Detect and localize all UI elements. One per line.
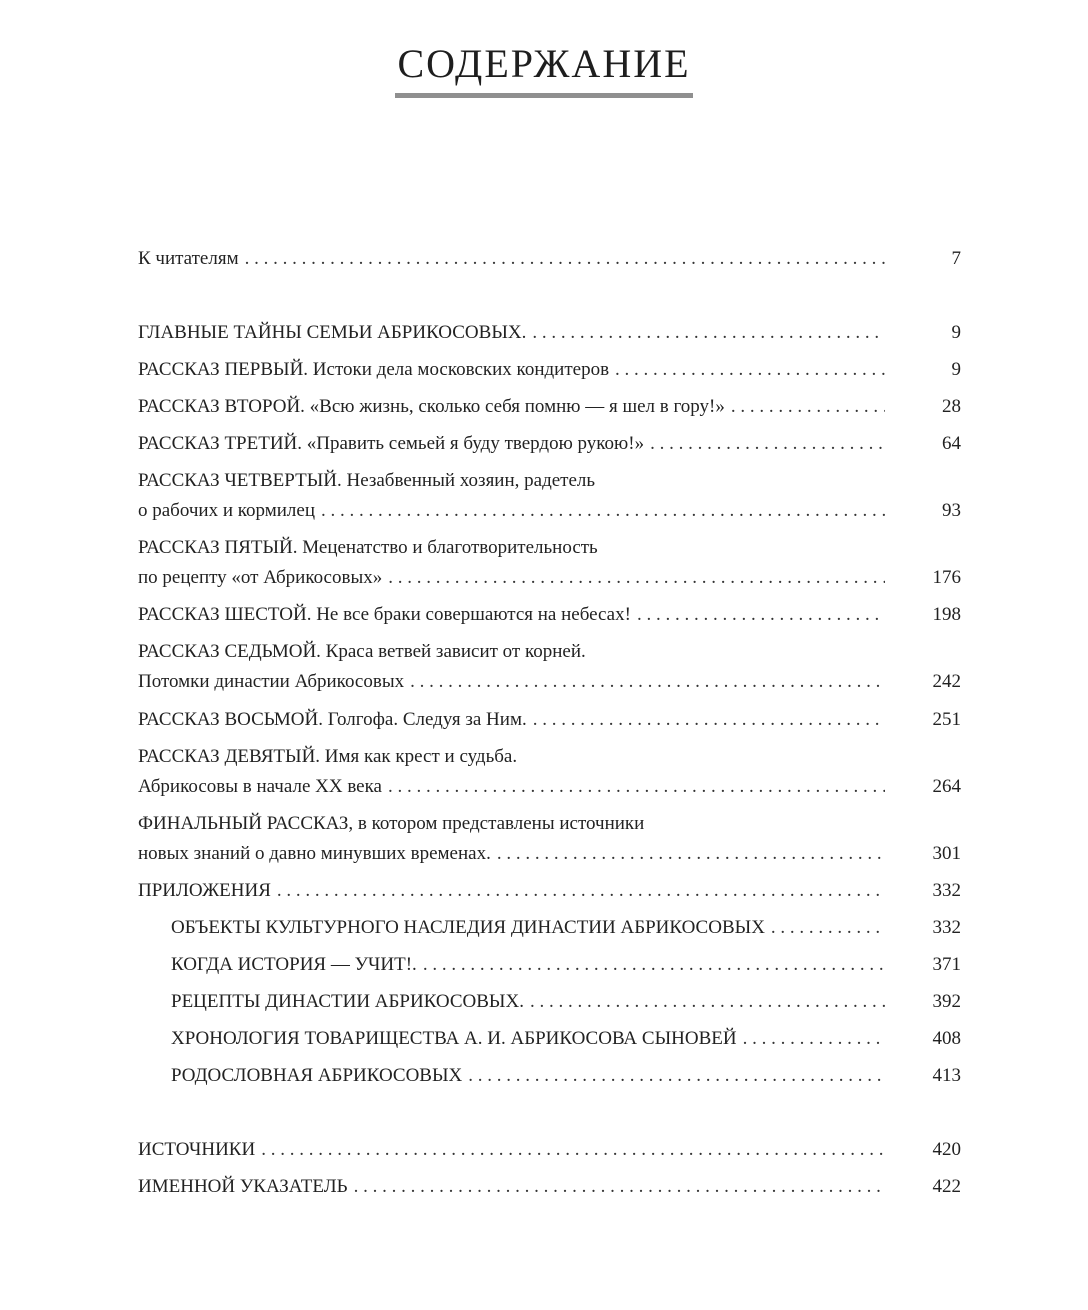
toc-entry-story-4[interactable] [138, 466, 961, 526]
leader-dots [771, 913, 885, 943]
toc-entry-text: ИМЕННОЙ УКАЗАТЕЛЬ [138, 1176, 348, 1197]
toc-entry-page: 9 [951, 322, 961, 343]
toc-entry-story-1[interactable] [138, 355, 961, 385]
toc-entry-page: 408 [932, 1028, 961, 1049]
toc-entry-page: 28 [942, 396, 961, 417]
leader-dots [321, 496, 885, 526]
toc-entry-text: ПРИЛОЖЕНИЯ [138, 880, 271, 901]
toc-entry-page: 422 [932, 1176, 961, 1197]
toc-entry-text: Потомки династии Абрикосовых [138, 671, 405, 692]
toc-entry-page: 420 [932, 1139, 961, 1160]
leader-dots [530, 987, 885, 1017]
toc-entry-text: КОГДА ИСТОРИЯ — УЧИТ!. [171, 954, 417, 975]
toc-entry-text: РАССКАЗ ШЕСТОЙ. Не все браки совершаются на небесах! [138, 604, 631, 625]
leader-dots [354, 1172, 885, 1202]
toc-entry-text: ИСТОЧНИКИ [138, 1139, 256, 1160]
toc-entry-sources[interactable] [138, 1135, 961, 1165]
leader-dots [637, 600, 885, 630]
toc-entry-page: 413 [932, 1065, 961, 1086]
toc-entry-appendices[interactable] [138, 876, 961, 906]
leader-dots [468, 1061, 885, 1091]
toc-entry-page: 198 [932, 604, 961, 625]
leader-dots [261, 1135, 885, 1165]
leader-dots [423, 950, 885, 980]
toc-entry-chronology[interactable] [138, 1024, 961, 1054]
toc-entry-page: 64 [942, 433, 961, 454]
toc-entry-page: 264 [932, 776, 961, 797]
toc-entry-text: о рабочих и кормилец [138, 500, 316, 521]
toc-entry-index[interactable] [138, 1172, 961, 1202]
toc-entry-story-9[interactable] [138, 742, 961, 802]
page-title: СОДЕРЖАНИЕ [395, 40, 692, 98]
toc-entry-story-8[interactable] [138, 705, 961, 735]
toc-entry-text: ОБЪЕКТЫ КУЛЬТУРНОГО НАСЛЕДИЯ ДИНАСТИИ АБРИКОСОВЫХ [171, 917, 765, 938]
toc-entry-recipes[interactable] [138, 987, 961, 1017]
toc-entry-first-line: РАССКАЗ ПЯТЫЙ. Меценатство и благотворительность [138, 537, 598, 558]
toc-entry-text: РОДОСЛОВНАЯ АБРИКОСОВЫХ [171, 1065, 463, 1086]
toc-entry-page: 251 [932, 709, 961, 730]
toc-entry-text: РЕЦЕПТЫ ДИНАСТИИ АБРИКОСОВЫХ. [171, 991, 524, 1012]
toc-entry-text: ГЛАВНЫЕ ТАЙНЫ СЕМЬИ АБРИКОСОВЫХ. [138, 322, 527, 343]
toc-entry-page: 332 [932, 917, 961, 938]
toc-entry-first-line: РАССКАЗ СЕДЬМОЙ. Краса ветвей зависит от корней. [138, 641, 586, 662]
leader-dots [731, 392, 885, 422]
toc-entry-page: 9 [951, 359, 961, 380]
toc-entry-text: новых знаний о давно минувших временах. [138, 843, 491, 864]
toc-entry-page: 371 [932, 954, 961, 975]
toc-entry-text: РАССКАЗ ТРЕТИЙ. «Править семьей я буду твердою рукою!» [138, 433, 645, 454]
toc-entry-secrets[interactable] [138, 318, 961, 348]
leader-dots [533, 705, 885, 735]
toc-entry-readers[interactable] [138, 244, 961, 274]
leader-dots [277, 876, 885, 906]
toc-entry-text: по рецепту «от Абрикосовых» [138, 567, 383, 588]
toc-entry-page: 332 [932, 880, 961, 901]
toc-entry-text: РАССКАЗ ВОСЬМОЙ. Голгофа. Следуя за Ним. [138, 709, 527, 730]
toc-entry-text: РАССКАЗ ПЕРВЫЙ. Истоки дела московских кондитеров [138, 359, 610, 380]
toc-entry-text: К читателям [138, 248, 239, 269]
title-wrap [0, 40, 1088, 98]
toc-entry-story-5[interactable] [138, 533, 961, 593]
leader-dots [388, 772, 885, 802]
leader-dots [650, 429, 885, 459]
toc-entry-text: РАССКАЗ ВТОРОЙ. «Всю жизнь, сколько себя помню — я шел в гору!» [138, 396, 725, 417]
leader-dots [388, 563, 885, 593]
toc-entry-page: 242 [932, 671, 961, 692]
toc-entry-text: Абрикосовы в начале XX века [138, 776, 382, 797]
leader-dots [615, 355, 885, 385]
leader-dots [245, 244, 885, 274]
leader-dots [743, 1024, 885, 1054]
toc-entry-story-7[interactable] [138, 637, 961, 697]
leader-dots [410, 667, 885, 697]
toc-entry-heritage[interactable] [138, 913, 961, 943]
toc-entry-page: 93 [942, 500, 961, 521]
toc-entry-text: ХРОНОЛОГИЯ ТОВАРИЩЕСТВА А. И. АБРИКОСОВА СЫНОВЕЙ [171, 1028, 737, 1049]
toc-entry-story-2[interactable] [138, 392, 961, 422]
toc-entry-history[interactable] [138, 950, 961, 980]
leader-dots [497, 839, 885, 869]
toc-entry-first-line: РАССКАЗ ДЕВЯТЫЙ. Имя как крест и судьба. [138, 746, 518, 767]
toc-entry-final-story[interactable] [138, 809, 961, 869]
toc-entry-first-line: ФИНАЛЬНЫЙ РАССКАЗ, в котором представлены источники [138, 813, 645, 834]
toc-entry-page: 7 [951, 248, 961, 269]
toc-entry-genealogy[interactable] [138, 1061, 961, 1091]
toc-entry-page: 176 [932, 567, 961, 588]
toc-entry-first-line: РАССКАЗ ЧЕТВЕРТЫЙ. Незабвенный хозяин, радетель [138, 470, 596, 491]
toc-entry-page: 301 [932, 843, 961, 864]
toc-entry-story-6[interactable] [138, 600, 961, 630]
toc-entry-page: 392 [932, 991, 961, 1012]
leader-dots [532, 318, 885, 348]
toc-entry-story-3[interactable] [138, 429, 961, 459]
